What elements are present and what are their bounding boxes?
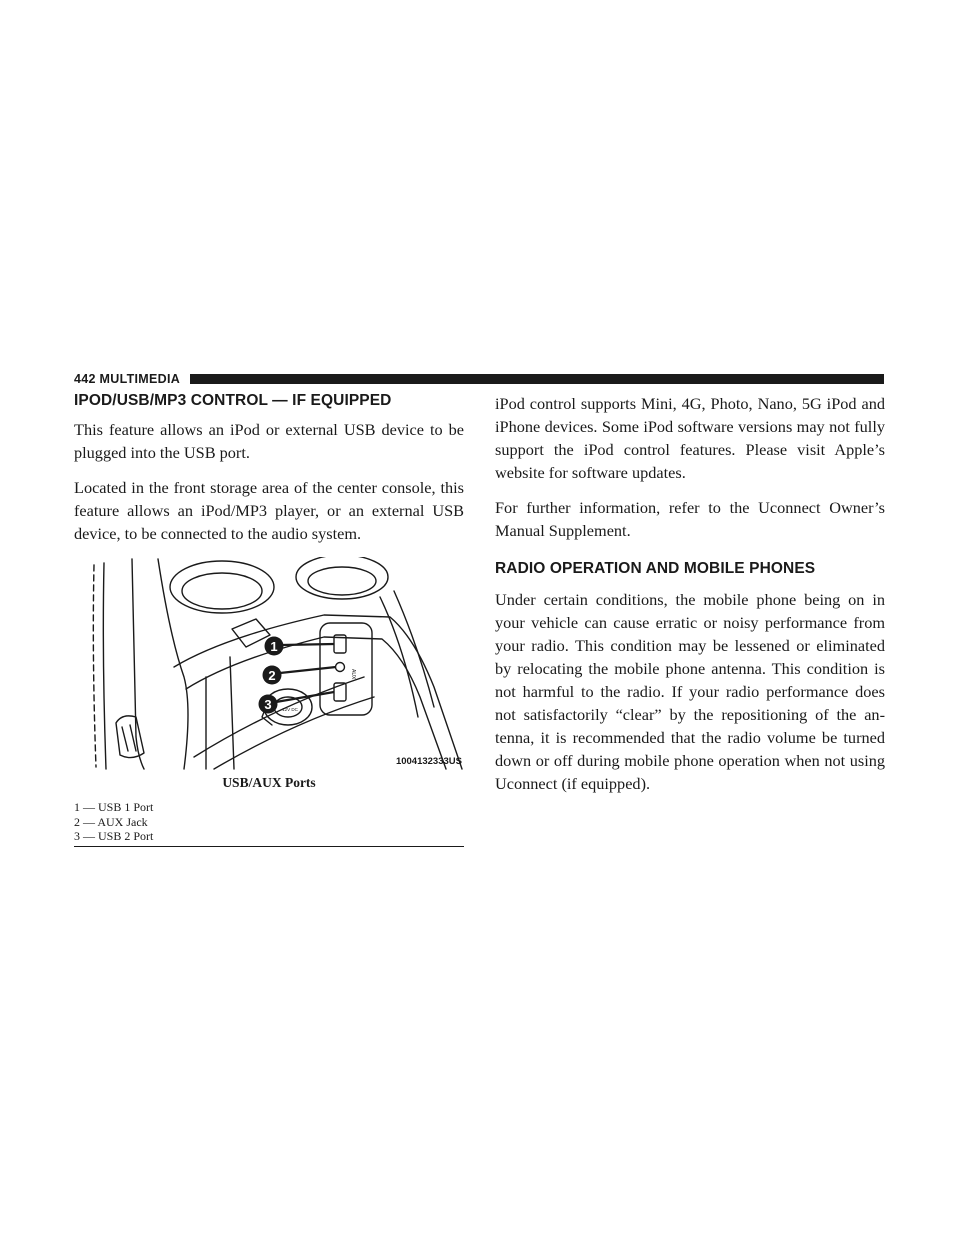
figure-rule	[74, 846, 464, 847]
svg-text:3: 3	[264, 697, 272, 712]
section-heading-ipod: IPOD/USB/MP3 CONTROL — IF EQUIPPED	[74, 392, 392, 409]
paragraph: For further information, refer to the Uconnect Owner’s Manual Supplement.	[495, 498, 885, 540]
power-outlet-label: 12V DC	[282, 707, 298, 712]
header-rule	[190, 374, 884, 384]
paragraph: Located in the front storage area of the center console, this feature allows an iPod/MP3 player, or an external USB device, to be connected to the audio system.	[74, 478, 464, 543]
usb-aux-ports-figure	[74, 557, 464, 771]
page-header	[74, 372, 884, 386]
paragraph: iPod control supports Mini, 4G, Photo, Nano, 5G iPod and iPhone devices. Some iPod software versions may not fully support the iPod control features. Please visit Apple’s website for software updates.	[495, 394, 885, 482]
right-column	[495, 392, 885, 807]
svg-text:1: 1	[270, 639, 278, 654]
legend-item: 1 — USB 1 Port	[74, 800, 154, 814]
figure-code: 1004132333US	[395, 756, 462, 767]
paragraph: This feature allows an iPod or external USB device to be plugged into the USB port.	[74, 420, 464, 462]
console-illustration	[74, 557, 464, 771]
callout-3	[259, 695, 278, 714]
figure-legend	[74, 800, 464, 844]
section-heading-radio: RADIO OPERATION AND MOBILE PHONES	[495, 560, 816, 577]
page-number: 442 MULTIMEDIA	[74, 372, 181, 386]
legend-item: 2 — AUX Jack	[74, 814, 148, 829]
left-column	[74, 392, 464, 847]
callout-1	[265, 637, 284, 656]
svg-text:2: 2	[268, 668, 276, 683]
paragraph: Under certain conditions, the mobile phone being on in your vehicle can cause erratic or noisy performance from your radio. This condition may be lessened or eliminated by relocating the mobile phone antenna. This condition is not harmful to the radio. If your radio performance does not satisfactorily “clear” by the repositioning of the an-tenna, it is recommended that the radio volume be turned down or off during mobile phone operation when not using Uconnect (if equipped).	[495, 590, 885, 793]
legend-item: 3 — USB 2 Port	[74, 829, 154, 843]
aux-port-label: AUX	[350, 669, 356, 680]
callout-2	[263, 666, 282, 685]
figure-caption: USB/AUX Ports	[222, 775, 316, 790]
